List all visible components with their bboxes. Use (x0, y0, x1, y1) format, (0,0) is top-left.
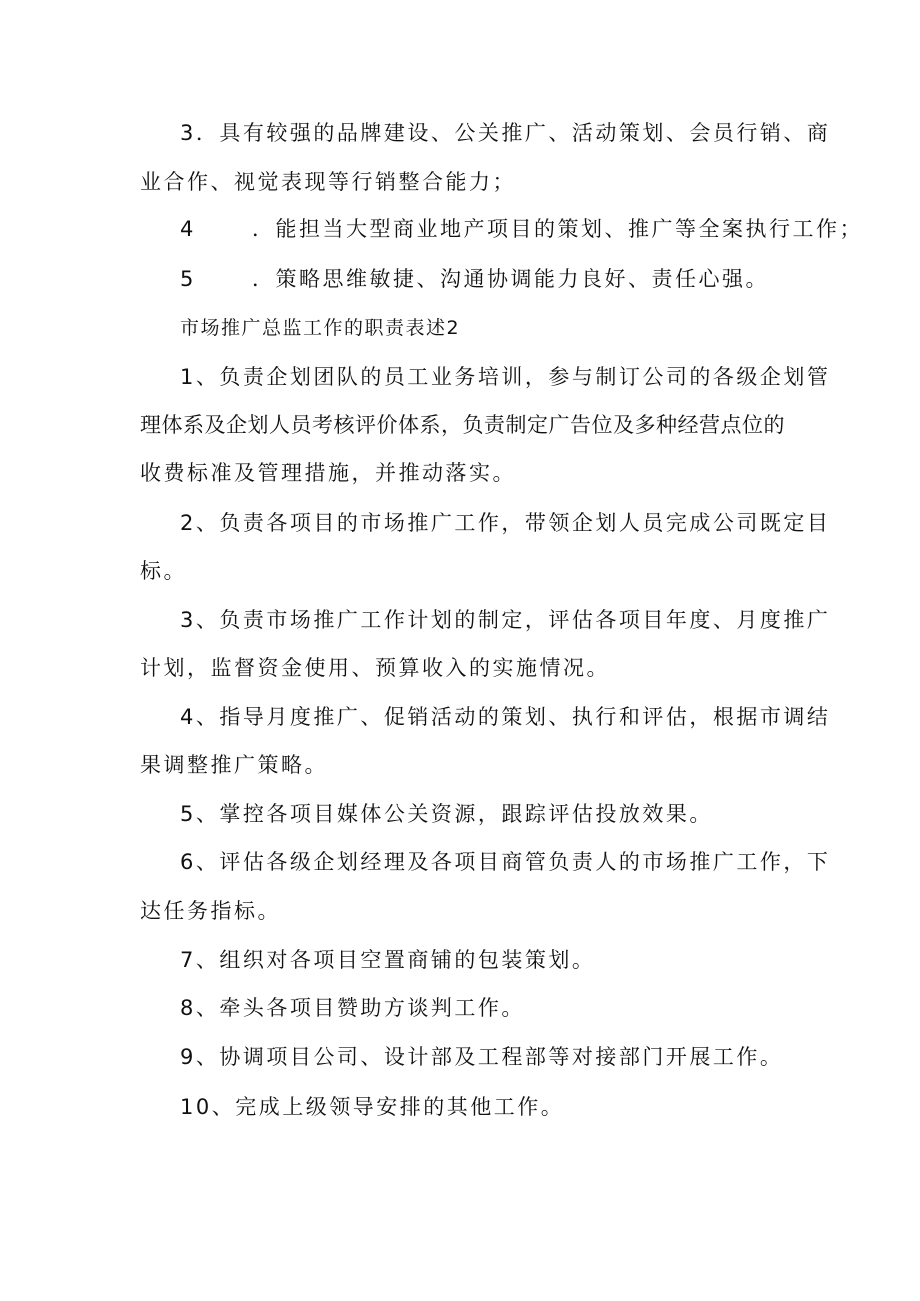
duty-8-line-1: 8、牵头各项目赞助方谈判工作。 (180, 996, 525, 1020)
duty-10-line-1: 10、完成上级领导安排的其他工作。 (180, 1095, 565, 1119)
duty-2-line-1: 2、负责各项目的市场推广工作，带领企划人员完成公司既定目 (180, 511, 831, 535)
duty-3-line-1: 3、负责市场推广工作计划的制定，评估各项目年度、月度推广 (180, 608, 831, 632)
duty-6-line-2: 达任务指标。 (140, 899, 281, 923)
duty-4-line-2: 果调整推广策略。 (140, 753, 328, 777)
list-item-5-number: 5 (180, 267, 196, 291)
duty-6-line-1: 6、评估各级企划经理及各项目商管负责人的市场推广工作，下 (180, 850, 831, 874)
list-item-3-line-2: 业合作、视觉表现等行销整合能力； (140, 170, 516, 194)
duty-2-line-2: 标。 (140, 559, 187, 583)
duty-4-line-1: 4、指导月度推广、促销活动的策划、执行和评估，根据市调结 (180, 705, 831, 729)
list-item-4 (180, 215, 863, 243)
duty-5-line-1: 5、掌控各项目媒体公关资源，跟踪评估投放效果。 (180, 802, 713, 826)
list-item-4-text: ．能担当大型商业地产项目的策划、推广等全案执行工作； (252, 217, 863, 241)
list-item-3-line-1: 3．具有较强的品牌建设、公关推广、活动策划、会员行销、商 (180, 121, 831, 145)
section-title: 市场推广总监工作的职责表述2 (180, 317, 461, 339)
list-item-5 (180, 265, 769, 293)
duty-1-line-1: 1、负责企划团队的员工业务培训，参与制订公司的各级企划管 (180, 365, 831, 389)
duty-7-line-1: 7、组织对各项目空置商铺的包装策划。 (180, 948, 596, 972)
duty-3-line-2: 计划，监督资金使用、预算收入的实施情况。 (140, 656, 610, 680)
duty-9-line-1: 9、协调项目公司、设计部及工程部等对接部门开展工作。 (180, 1045, 784, 1069)
duty-1-line-3: 收费标准及管理措施，并推动落实。 (140, 461, 516, 485)
list-item-5-text: ．策略思维敏捷、沟通协调能力良好、责任心强。 (252, 267, 769, 291)
duty-1-line-2: 理体系及企划人员考核评价体系，负责制定广告位及多种经营点位的 (140, 413, 785, 437)
list-item-4-number: 4 (180, 217, 196, 241)
